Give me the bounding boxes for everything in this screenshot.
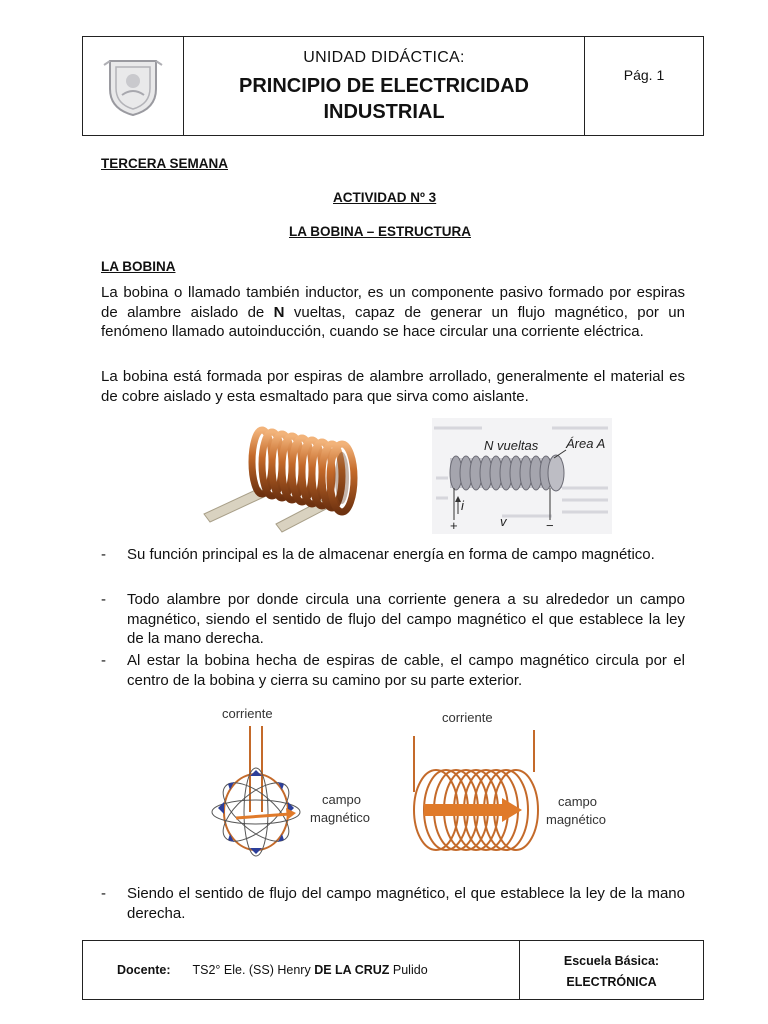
document-header bbox=[82, 36, 704, 136]
school-label: Escuela Básica: bbox=[563, 954, 660, 968]
unit-title-line1: PRINCIPIO DE ELECTRICIDAD bbox=[238, 75, 530, 97]
unit-title-line2: INDUSTRIAL bbox=[323, 101, 445, 123]
school-cell bbox=[520, 941, 703, 999]
bullet-item: - Al estar la bobina hecha de espiras de cable, el campo magnético circula por el centro de la bobina y cierra su camino por su parte exterior. bbox=[101, 652, 685, 689]
paragraph-definition: La bobina o llamado también inductor, es un componente pasivo formado por espiras de alambre aislado de N vueltas, capaz de generar un flujo magnético, por un fenómeno llamado autoinducción, cuando se hace circular una corriente eléctrica. bbox=[101, 284, 685, 340]
page-number: Pág. 1 bbox=[623, 67, 665, 83]
paragraph-structure: La bobina está formada por espiras de alambre arrollado, generalmente el material es de cobre aislado y esta esmaltado para que sirva como aislante. bbox=[101, 368, 685, 405]
bobina-subheading: LA BOBINA bbox=[101, 259, 176, 274]
teacher-name: TS2° Ele. (SS) Henry DE LA CRUZ Pulido bbox=[192, 963, 428, 977]
header-title-cell bbox=[184, 37, 585, 135]
week-heading: TERCERA SEMANA bbox=[101, 156, 229, 171]
solenoid-magnetic-field-diagram bbox=[400, 700, 630, 870]
logo-cell bbox=[83, 37, 184, 135]
label-area: Área A bbox=[566, 436, 606, 451]
teacher-cell bbox=[83, 941, 520, 999]
school-crest-icon bbox=[100, 53, 166, 119]
school-name: ELECTRÓNICA bbox=[566, 975, 657, 989]
activity-heading: ACTIVIDAD Nº 3 bbox=[333, 190, 437, 205]
loop-magnetic-field-diagram bbox=[200, 700, 390, 870]
unit-label: UNIDAD DIDÁCTICA: bbox=[303, 49, 465, 66]
label-magnetico: magnético bbox=[546, 812, 606, 827]
label-campo: campo bbox=[558, 794, 598, 809]
inductor-diagram bbox=[432, 418, 612, 534]
copper-coil-photo bbox=[200, 418, 370, 536]
bullet-item: - Todo alambre por donde circula una corriente genera a su alrededor un campo magnético, siendo el sentido de flujo del campo magnético el que establece la ley de la mano derecha. bbox=[101, 591, 685, 647]
label-current-i: i bbox=[461, 498, 464, 513]
label-corriente: corriente bbox=[222, 706, 273, 721]
bullet-item: - Su función principal es la de almacenar energía en forma de campo magnético. bbox=[101, 546, 655, 563]
label-campo: campo bbox=[322, 792, 362, 807]
document-footer bbox=[82, 940, 704, 1000]
label-n-turns: N vueltas bbox=[484, 438, 539, 453]
teacher-label: Docente: bbox=[117, 963, 171, 977]
label-magnetico: magnético bbox=[310, 810, 370, 825]
label-plus: + bbox=[450, 518, 458, 533]
label-voltage-v: v bbox=[500, 514, 507, 529]
bullet-item: - Siendo el sentido de flujo del campo magnético, el que establece la ley de la mano derecha. bbox=[101, 885, 685, 922]
topic-heading: LA BOBINA – ESTRUCTURA bbox=[289, 224, 471, 239]
label-minus: − bbox=[546, 518, 554, 533]
label-corriente: corriente bbox=[442, 710, 493, 725]
